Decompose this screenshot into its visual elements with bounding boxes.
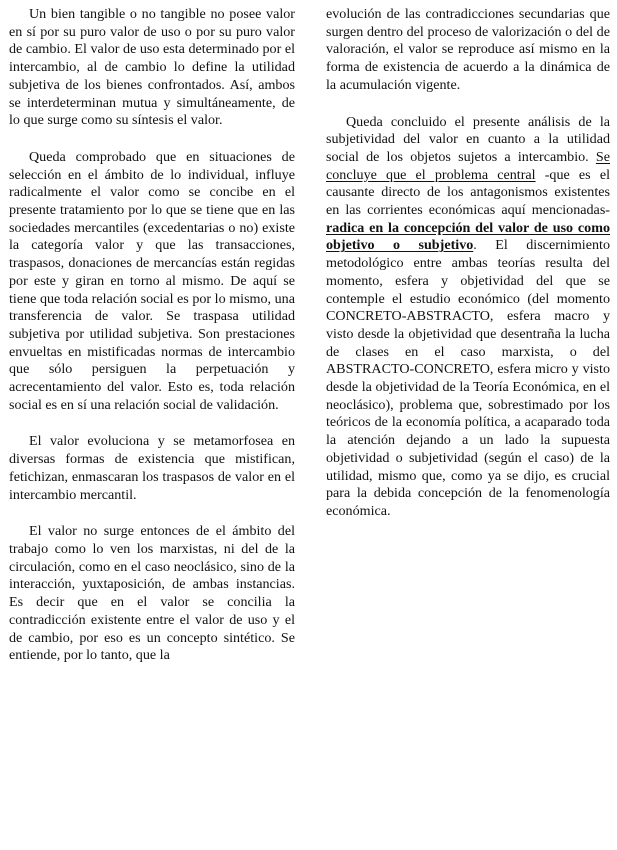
paragraph-continuation xyxy=(326,6,610,95)
paragraph-text: -que es el causante directo de los antagonismos existentes en las corrientes económicas aquí mencionadas- xyxy=(326,166,610,219)
paragraph-conclusion xyxy=(326,114,610,521)
paragraph-metamorfosis xyxy=(9,433,295,504)
paragraph-origen-valor xyxy=(9,523,295,665)
right-column xyxy=(326,6,610,540)
underlined-phrase-concepcion-valor: radica en la concepción del valor de uso como objetivo o subjetivo xyxy=(326,219,610,254)
paragraph-text: evolución de las contradicciones secundarias que surgen dentro del proceso de valorización o del de valoración, el valor se reproduce así mismo en la forma de existencia de acuerdo a la dinámica de la acumulación vigente. xyxy=(326,6,610,93)
left-column xyxy=(9,6,295,684)
paragraph-text: El valor evoluciona y se metamorfosea en diversas formas de existencia que mistifican, fetichizan, enmascaran los traspasos de valor en el intercambio mercantil. xyxy=(9,433,295,503)
underlined-phrase-problema-central: Se concluye que el problema central xyxy=(326,148,610,183)
paragraph-text: Un bien tangible o no tangible no posee valor en sí por su puro valor de uso o por su puro valor de cambio. El valor de uso esta determinado por el intercambio, al de cambio lo define la utilidad subjetiva de los bienes confrontados. Así, ambos se interdeterminan mutua y simultáneamente, de lo que surge como su síntesis el valor. xyxy=(9,6,295,129)
paragraph-text: El valor no surge entonces de el ámbito del trabajo como lo ven los marxistas, ni del de la circulación, como en el caso neoclásico, sino de la interacción, yuxtaposición, de ambas instancias. Es decir que en el valor se concilia la contradicción existente entre el valor de uso y el de cambio, por eso es un concepto sintético. Se entiende, por lo tanto, que la xyxy=(9,523,295,664)
paragraph-text: Queda comprobado que en situaciones de selección en el ámbito de lo individual, influye radicalmente el valor como se concibe en el presente tratamiento por lo que se tiene que en las sociedades mercantiles (excedentarias o no) existe la categoría valor y que las transacciones, traspasos, donaciones de mercancías están regidas por este y giran en torno al mismo. De aquí se tiene que toda relación social es por lo mismo, una transferencia de valor. Se traspasa utilidad subjetiva por utilidad subjetiva. Son prestaciones envueltas en mistificadas normas de intercambio que sólo persiguen la perpetuación y acrecentamiento del valor. Esto es, toda relación social es en sí una relación social de validación. xyxy=(9,148,295,413)
paragraph-text: Queda concluido el presente análisis de la subjetividad del valor en cuanto a la utilidad social de los objetos sujetos a intercambio. xyxy=(326,113,610,165)
paragraph-relacion-social xyxy=(9,149,295,415)
paragraph-valor-sintesis xyxy=(9,6,295,130)
paragraph-text: . El discernimiento metodológico entre ambas teorías resulta del momento, esfera y objetividad del que se contemple el estudio económico (del momento CONCRETO-ABSTRACTO, esfera macro y visto desde la objetividad que desentraña la lucha de clases en el caso marxista, o del ABSTRACTO-CONCRETO, esfera micro y visto desde la objetividad de la Teoría Económica, en el neoclásico), problema que, sobrestimado por los teóricos de la economía política, a acaparado toda la atención dejando a un lado la supuesta objetividad o subjetividad (según el caso) de la utilidad, mismo que, como ya se dijo, es crucial para la debida concepción de la fenomenología económica. xyxy=(326,237,610,519)
